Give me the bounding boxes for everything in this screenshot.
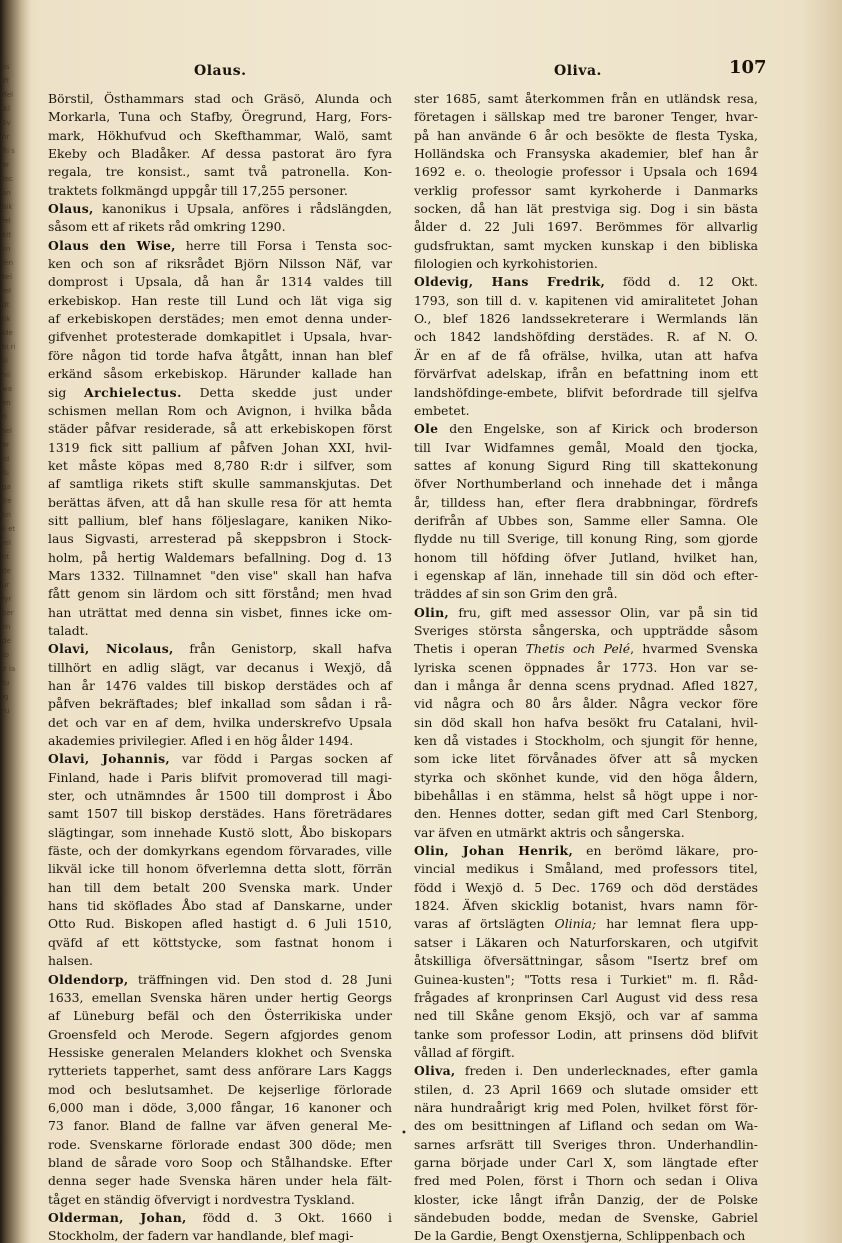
text-line: bibehållas i en stämma, helst så högt uppe i nor- <box>414 788 758 804</box>
text-line: De la Gardie, Bengt Oxenstjerna, Schlippenbach och <box>414 1228 746 1243</box>
text-line: Sveriges största sångerska, och uppträdde såsom <box>414 622 758 638</box>
text-line: såsom ett af rikets råd omkring 1290. <box>48 219 286 235</box>
text-line: qväfd af ett köttstycke, som fastnat honom i <box>48 934 392 950</box>
text-line: som icke litet förvånades öfver att så mycken <box>414 751 758 767</box>
text-line: Finland, hade i Paris blifvit promoverad till magi- <box>48 769 392 785</box>
text-line: verklig professor samt kyrkoherde i Danmarks <box>414 182 758 198</box>
text-line: till Ivar Widfamnes gemål, Moald den tjocka, <box>414 439 758 455</box>
text-line: Olderman, Johan, född d. 3 Okt. 1660 i <box>48 1209 393 1225</box>
text-line: tillhört en adlig slägt, var decanus i Wexjö, då <box>48 659 392 675</box>
text-line: erkänd såsom erkebiskop. Härunder kallade han <box>48 366 392 382</box>
text-line: schismen mellan Rom och Avignon, i hvilka båda <box>48 402 392 418</box>
text-line: ålder d. 22 Juli 1697. Berömmes för allvarlig <box>414 219 758 235</box>
text-line: dan i många år denna scens prydnad. Afled 1827, <box>414 678 758 693</box>
text-line: vållad af förgift. <box>414 1044 515 1060</box>
text-line: likväl icke till honom öfverlemna detta slott, förrän <box>48 861 392 877</box>
text-line: akademies privilegier. Afled i en hög ålder 1494. <box>48 733 354 749</box>
text-line: Otto Rud. Biskopen afled hastigt d. 6 Juli 1510, <box>48 916 392 932</box>
text-line: påfven bekräftades; blef inkallad som sådan i rå- <box>48 696 392 712</box>
text-line: filologien och kyrkohistorien. <box>414 256 598 272</box>
text-line: han uträttat med denna sin visbet, finnes icke om- <box>48 604 392 620</box>
text-line: sitt pallium, blef hans följeslagare, kaniken Niko- <box>48 512 392 528</box>
text-line: företagen i sällskap med tre baroner Tenger, hvar- <box>414 109 758 125</box>
text-line: des om besittningen af Lifland och sedan om Wa- <box>414 1118 758 1134</box>
text-line: Groensfeld och Merode. Segern afgjordes genom <box>48 1026 392 1042</box>
text-line: Oliva, freden i. Den underlecknades, efter gamla <box>414 1063 758 1079</box>
text-line: öfver Northumberland och innehade det i många <box>414 476 758 492</box>
text-line: han till dem betalt 200 Svenska mark. Under <box>48 879 392 895</box>
text-line: sattes af konung Sigurd Ring till skattekonung <box>414 457 758 473</box>
text-line: kloster, icke långt ifrån Danzig, der de Polske <box>414 1191 758 1207</box>
text-line: vincial medikus i Småland, med professors titel, <box>414 861 758 877</box>
text-line: flydde nu till Sverige, till konung Ring, som gjorde <box>414 531 758 547</box>
text-line: 1633, emellan Svenska hären under hertig Georgs <box>48 989 392 1005</box>
text-line: Olavi, Johannis, var född i Pargas socken af <box>48 751 392 767</box>
text-line: fäste, och der domkyrkans egendom förvarades, ville <box>48 843 392 859</box>
text-line: 6,000 man i döde, 3,000 fångar, 16 kanoner och <box>48 1099 392 1115</box>
text-line: Börstil, Östhammars stad och Gräsö, Alunda och <box>48 91 392 106</box>
text-line: ken och son af riksrådet Björn Nilsson Näf, var <box>48 256 392 272</box>
text-line: han år 1476 valdes till biskop derstädes och af <box>48 678 392 693</box>
text-line: Oldendorp, träffningen vid. Den stod d. 28 Juni <box>48 971 392 987</box>
text-line: ster 1685, samt återkommen från en utländsk resa, <box>414 91 758 106</box>
text-line: Thetis i operan Thetis och Pelé, hvarmed Svenska <box>414 641 759 657</box>
text-line: bland de sårade voro Soop och Stålhandske. Efter <box>48 1154 392 1170</box>
text-line: domprost i Upsala, då han år 1314 valdes till <box>48 274 392 290</box>
text-line: sarnes arfsrätt till Sveriges thron. Underhandlin- <box>414 1136 758 1152</box>
text-line: städer påfvar residerade, så att erkebiskopen först <box>48 421 392 437</box>
text-line: 73 fanor. Bland de fallne var äfven general Me- <box>48 1118 392 1134</box>
text-line: af samtliga rikets stift skulle sammanskjutas. Det <box>48 476 392 492</box>
text-line: garna började under Carl X, som längtade efter <box>414 1154 758 1170</box>
text-line: ned till Skåne genom Eksjö, och var af samma <box>414 1008 758 1024</box>
text-line: rode. Svenskarne förlorade endast 300 döde; men <box>48 1136 392 1152</box>
text-line: gudsfruktan, samt mycken kunskap i den bibliska <box>414 237 758 253</box>
text-line: träddes af sin son Grim den grå. <box>414 586 618 602</box>
text-line: 1692 e. o. theologie professor i Upsala och 1694 <box>414 164 758 180</box>
text-line: holm, på hertig Waldemars befallning. Dog d. 13 <box>48 549 392 565</box>
text-line: sig Archielectus. Detta skedde just under <box>48 384 392 400</box>
text-line: det och var en af dem, hvilka underskrefvo Upsala <box>48 714 392 730</box>
text-line: Olin, Johan Henrik, en berömd läkare, pro- <box>414 843 758 859</box>
text-line: nära hundraårigt krig med Polen, hvilket först för- <box>414 1099 758 1115</box>
text-line: född i Wexjö d. 5 Dec. 1769 och död derstädes <box>414 879 758 895</box>
text-line: ken då vistades i Stockholm, och sjungit för henne, <box>414 733 758 749</box>
text-line: hans tid sköflades Åbo stad af Danskarne, under <box>48 898 392 914</box>
text-line: Oldevig, Hans Fredrik, född d. 12 Okt. <box>414 274 758 290</box>
text-line: 1319 fick sitt pallium af påfven Johan XXI, hvil- <box>48 439 392 455</box>
text-line: denna seger hade Svenska hären under hela fält- <box>48 1173 392 1189</box>
text-line: rytteriets tapperhet, samt dess anförare Lars Kaggs <box>48 1063 392 1079</box>
text-line: förvärfvat adelskap, ifrån en befattning inom ett <box>414 366 758 382</box>
text-line: ster, och utnämndes år 1500 till domprost i Åbo <box>48 788 392 804</box>
text-line: tanke som professor Lodin, att prinsens död blifvit <box>414 1026 758 1042</box>
text-line: 1793, son till d. v. kapitenen vid amiralitetet Johan <box>414 292 758 308</box>
text-line: vid några och 80 års ålder. Några veckor före <box>414 696 758 712</box>
running-head-right: Oliva. <box>554 63 602 79</box>
text-line: O., blef 1826 landssekreterare i Wermlands län <box>414 311 758 327</box>
text-line: den. Hennes dotter, sedan gift med Carl Stenborg, <box>414 806 758 822</box>
text-line: socken, då han lät prestviga sig. Dog i sin bästa <box>414 201 758 217</box>
text-line: berättas äfven, att då han skulle resa för att hemta <box>48 494 392 510</box>
text-line: Olaus den Wise, herre till Forsa i Tensta soc- <box>48 237 392 253</box>
text-line: sin död skall hon hafva besökt fru Catalani, hvil- <box>414 714 758 730</box>
text-line: af Lüneburg befäl och den Österrikiska under <box>48 1008 392 1024</box>
text-line: Mars 1332. Tillnamnet "den vise" skall han hafva <box>48 567 392 583</box>
text-line: på han använde 6 år och besökte de flesta Tyska, <box>414 127 758 143</box>
text-line: Stockholm, der fadern var handlande, blef magi- <box>48 1228 354 1243</box>
text-line: Olin, fru, gift med assessor Olin, var på sin tid <box>414 604 758 620</box>
text-line: mod och beslutsamhet. De kejserlige förlorade <box>48 1081 392 1097</box>
spine-marginalia: lis ift ffel ikl Sv hr fti s ar tec on bik fel elt lin fen kei rel dt ok ide bi ri iii lvi wa en ri sel ar rd fu ga fre kri li et rel nt de ur fyr per lin de to ir la tu ig ru <box>2 63 16 715</box>
page-number: 107 <box>729 57 767 78</box>
text-line: Morkarla, Tuna och Stafby, Öregrund, Harg, Fors- <box>48 109 392 125</box>
text-line: 1824. Äfven skicklig botanist, hvars namn för- <box>414 898 758 914</box>
text-line: laus Sigvasti, arresterad på skeppsbron i Stock- <box>48 531 392 547</box>
text-line: landshöfdinge-embete, blifvit befordrade till sjelfva <box>414 384 758 400</box>
footer-mark: • <box>401 1128 407 1139</box>
text-line: af erkebiskopen derstädes; men emot denna under- <box>48 311 392 327</box>
text-line: samt 1507 till biskop derstädes. Hans företrädares <box>48 806 392 822</box>
left-column <box>48 90 392 1243</box>
text-line: frågades af kronprinsen Carl August vid dess resa <box>414 989 758 1005</box>
text-line: före någon tid torde hafva åtgått, innan han blef <box>48 347 392 363</box>
text-line: var äfven en utmärkt aktris och sångerska. <box>414 824 685 840</box>
text-line: i egenskap af län, innehade till sin död och efter- <box>414 567 758 583</box>
text-line: halsen. <box>48 953 93 969</box>
text-line: åtskilliga öfversättningar, såsom "Isertz bref om <box>414 953 758 969</box>
text-line: Holländska och Fransyska akademier, blef han år <box>414 146 758 162</box>
text-line: Olaus, kanonikus i Upsala, anföres i rådslängden, <box>48 201 392 217</box>
text-line: mark, Hökhufvud och Skefthammar, Walö, samt <box>48 127 392 143</box>
text-line: traktets folkmängd uppgår till 17,255 personer. <box>48 182 348 198</box>
text-line: år, tilldess han, efter flera drabbningar, fördrefs <box>414 494 758 510</box>
text-line: fått genom sin lärdom och sitt förstånd; men hvad <box>48 586 392 602</box>
text-line: regala, tre konsist., samt två patronella. Kon- <box>48 164 392 180</box>
text-line: styrka och skönhet kunde, vid den höga åldern, <box>414 769 758 785</box>
book-spine <box>0 0 30 1243</box>
text-line: stilen, d. 23 April 1669 och slutade omsider ett <box>414 1081 758 1097</box>
right-column <box>414 90 758 1243</box>
text-line: tåget en ständig öfvervigt i nordvestra Tyskland. <box>48 1191 355 1207</box>
text-line: ket måste köpas med 8,780 R:dr i silfver, som <box>48 457 392 473</box>
running-head-left: Olaus. <box>194 63 247 79</box>
text-line: sändebuden bodde, medan de Svenske, Gabriel <box>414 1209 758 1225</box>
text-line: och 1842 landshöfding derstädes. R. af N. O. <box>414 329 758 345</box>
text-line: erkebiskop. Han reste till Lund och lät viga sig <box>48 292 392 308</box>
text-line: Guinea-kusten"; "Totts resa i Turkiet" m. fl. Råd- <box>414 971 758 987</box>
running-header <box>48 57 767 85</box>
text-line: Hessiske generalen Melanders klokhet och Svenska <box>48 1044 392 1060</box>
text-line: slägtingar, som innehade Kustö slott, Åbo biskopars <box>48 824 392 840</box>
text-line: Är en af de få ofrälse, hvilka, utan att hafva <box>414 347 758 363</box>
text-line: taladt. <box>48 622 89 638</box>
text-line: derifrån af Ubbes son, Samme eller Samna. Ole <box>414 512 758 528</box>
text-line: gifvenhet protesterade domkapitlet i Upsala, hvar- <box>48 329 392 345</box>
text-line: varas af örtslägten Olinia; har lemnat flera upp- <box>414 916 759 932</box>
text-line: fred med Polen, först i Thorn och sedan i Oliva <box>414 1173 758 1189</box>
text-line: honom till höfding öfver Jutland, hvilket han, <box>414 549 758 565</box>
text-line: Ekeby och Bladåker. Af dessa pastorat äro fyra <box>48 146 392 162</box>
text-line: satser i Läkaren och Naturforskaren, och utgifvit <box>414 934 758 950</box>
text-line: Ole den Engelske, son af Kirick och broderson <box>414 421 758 437</box>
text-line: Olavi, Nicolaus, från Genistorp, skall hafva <box>48 641 392 657</box>
text-line: embetet. <box>414 402 470 418</box>
text-line: lyriska scenen öppnades år 1773. Hon var se- <box>414 659 758 675</box>
